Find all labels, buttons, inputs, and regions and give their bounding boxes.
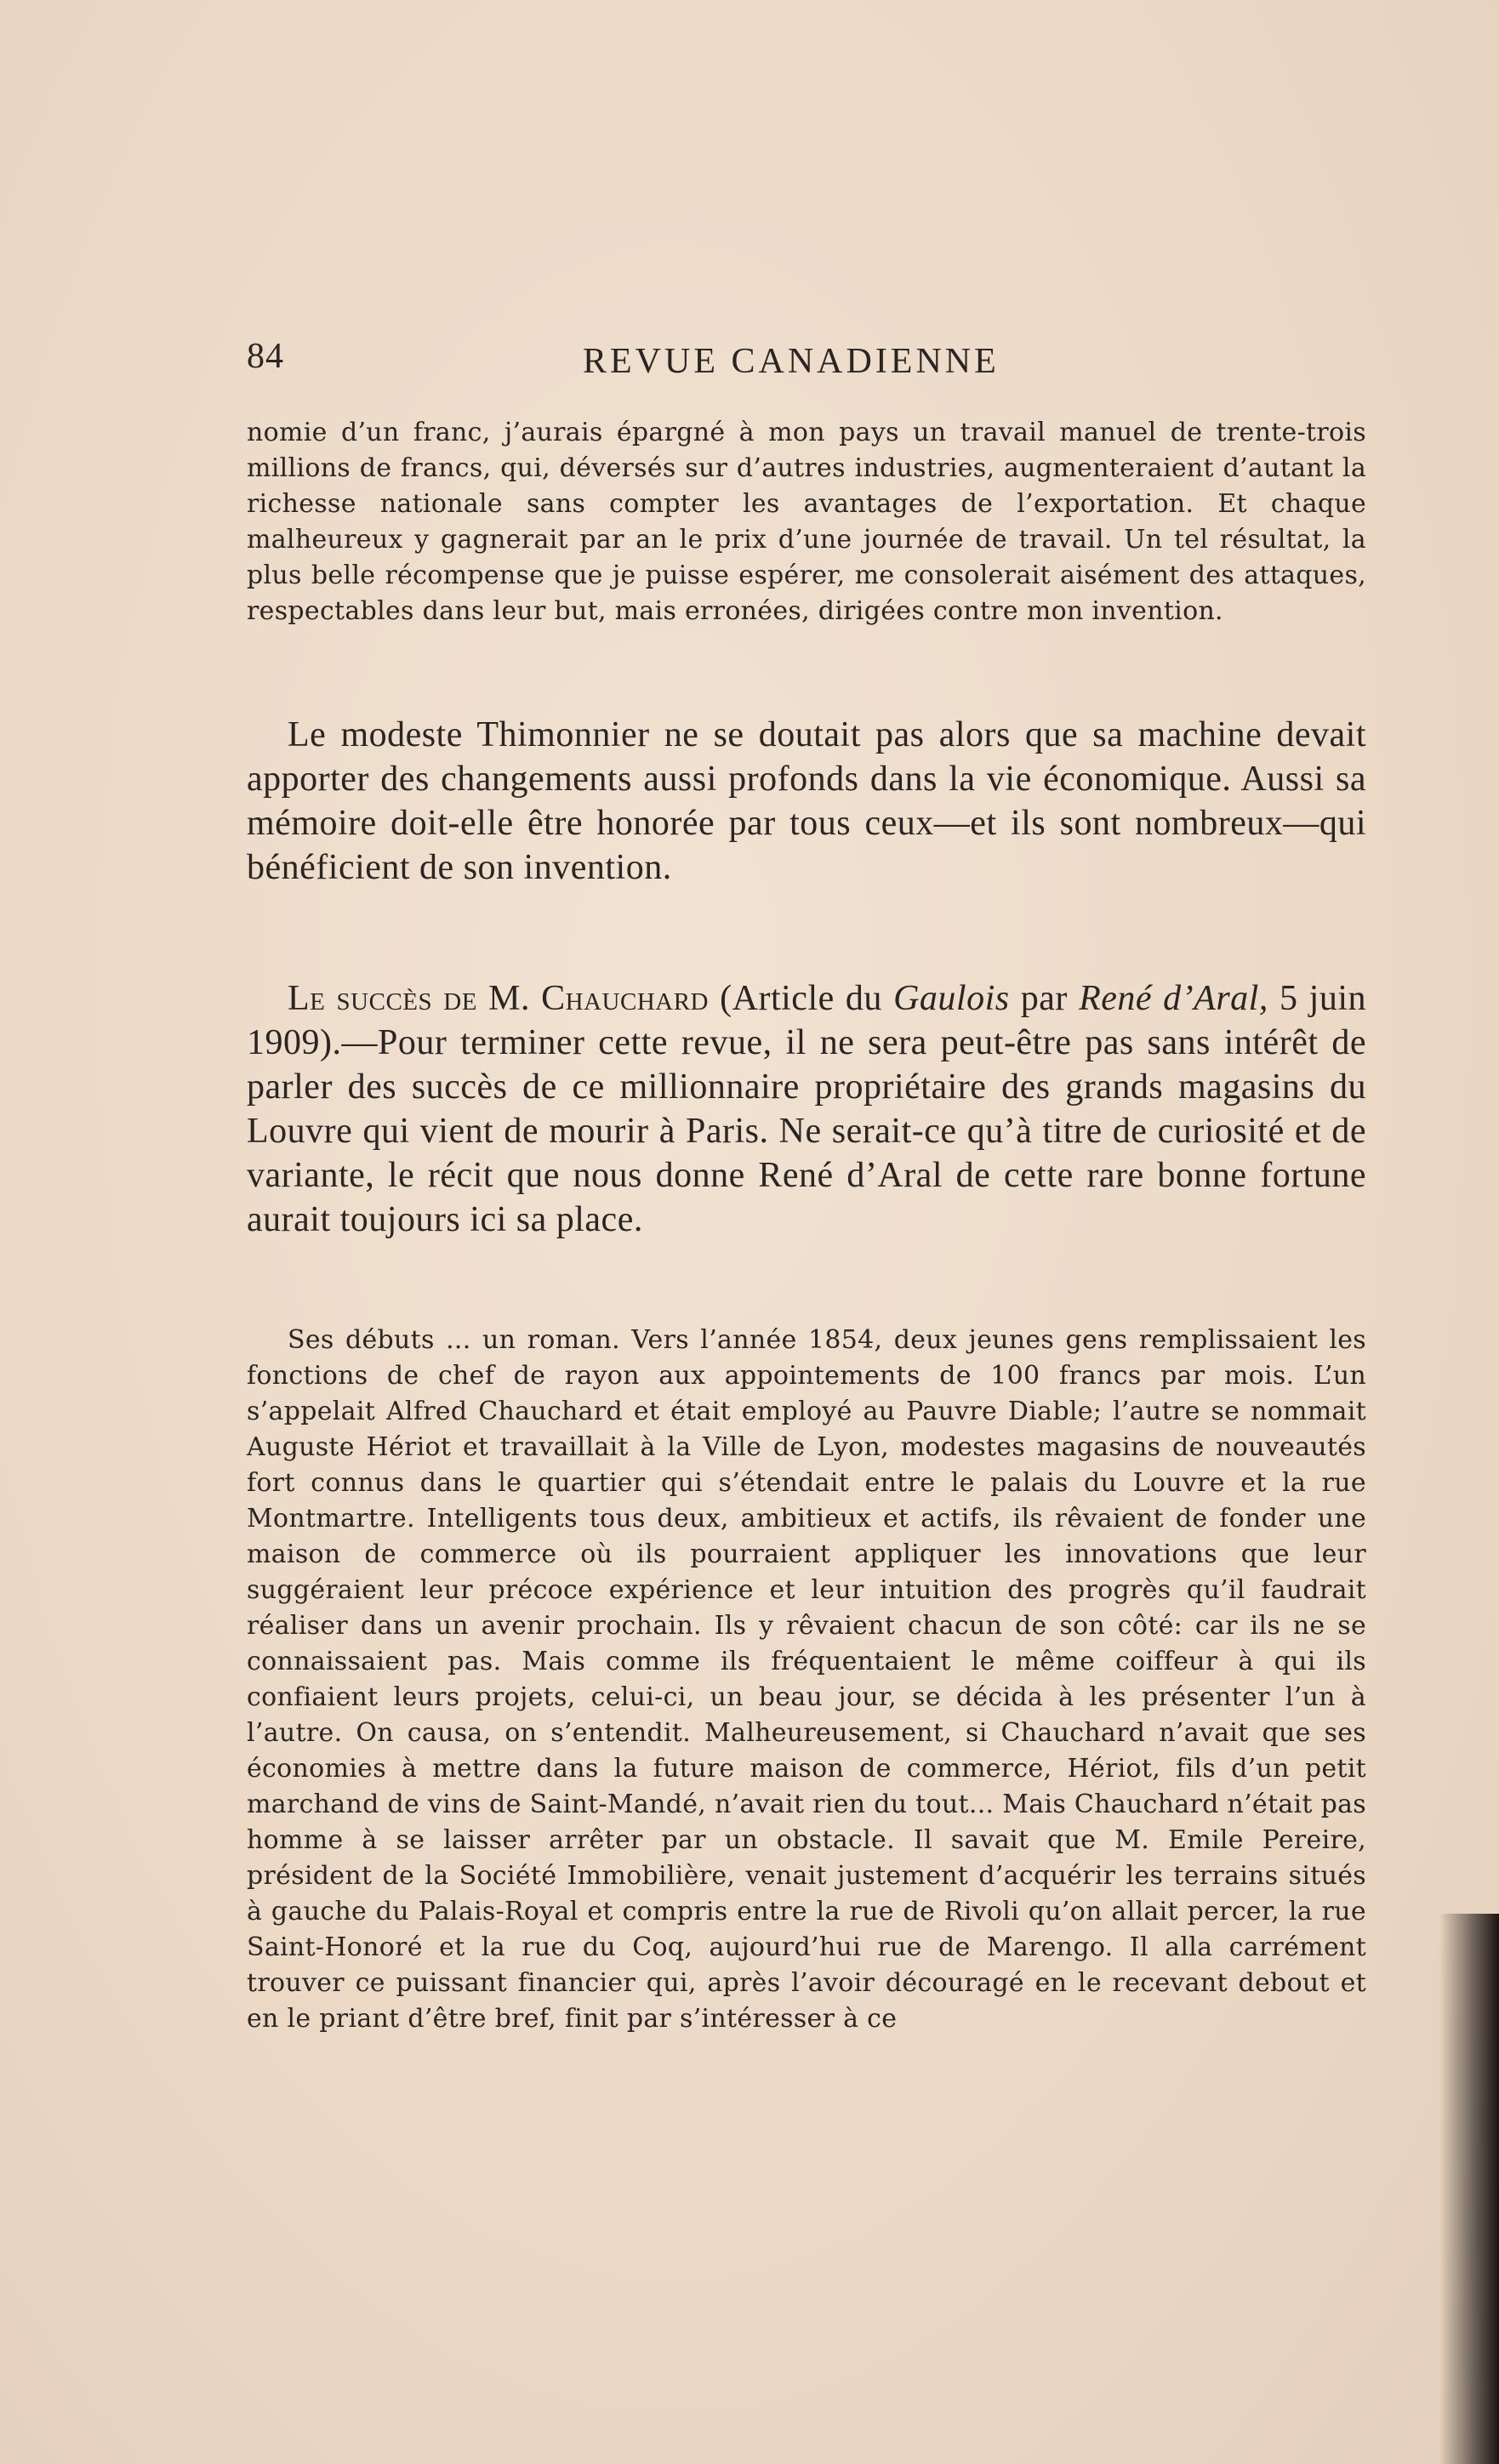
paragraph-thimonnier: Le modeste Thimonnier ne se doutait pas alors que sa machine devait apporter des changements aussi profonds dans la vie économique. Aussi sa mémoire doit-elle être honorée par tous ceux—et ils sont nombreux—qui bénéficient de son invention.	[247, 715, 1366, 887]
section-title: Le succès de M. Chauchard	[288, 979, 709, 1018]
paragraph-quote-end: nomie d’un franc, j’aurais épargné à mon pays un travail manuel de trente-trois millions de francs, qui, déversés sur d’autres industries, augmenteraient d’autant la richesse nationale sans compter les avantages de l’exportation. Et chaque malheureux y gagnerait par an le prix d’une journée de travail. Un tel résultat, la plus belle récompense que je puisse espérer, me consolerait aisément des attaques, respectables dans leur but, mais erronées, dirigées contre mon invention.	[247, 418, 1366, 626]
citation-open: (Article du	[709, 979, 894, 1018]
citation-author: René d’Aral,	[1079, 979, 1268, 1018]
citation-source: Gaulois	[893, 979, 1010, 1018]
paragraph-chauchard-intro	[247, 976, 1366, 1242]
running-title: REVUE CANADIENNE	[583, 342, 1000, 381]
page-edge-shadow	[1439, 1914, 1499, 2464]
citation-date: 5 juin 1909).	[247, 979, 1367, 1062]
paragraph-body: —Pour terminer cette revue, il ne sera peut-être pas sans intérêt de parler des succès de ce millionnaire propriétaire des grands magasins du Louvre qui vient de mourir à Paris. Ne serait-ce qu’à titre de curiosité et de variante, le récit que nous donne René d’Aral de cette rare bonne fortune aurait toujours ici sa place.	[247, 1023, 1366, 1239]
paragraph-debuts: Ses débuts ... un roman. Vers l’année 1854, deux jeunes gens remplissaient les fonctions de chef de rayon aux appointements de 100 francs par mois. L’un s’appelait Alfred Chauchard et était employé au Pauvre Diable; l’autre se nommait Auguste Hériot et travaillait à la Ville de Lyon, modestes magasins de nouveautés fort connus dans le quartier qui s’étendait entre le palais du Louvre et la rue Montmartre. Intelligents tous deux, ambitieux et actifs, ils rêvaient de fonder une maison de commerce où ils pourraient appliquer les innovations que leur suggéraient leur précoce expérience et leur intuition des progrès qu’il faudrait réaliser dans un avenir prochain. Ils y rêvaient chacun de son côté: car ils ne se connaissaient pas. Mais comme ils fréquentaient le même coiffeur à qui ils confiaient leurs projets, celui-ci, un beau jour, se décida à les présenter l’un à l’autre. On causa, on s’entendit. Malheureusement, si Chauchard n’avait que ses économies à mettre dans la future maison de commerce, Hériot, fils d’un petit marchand de vins de Saint-Mandé, n’avait rien du tout... Mais Chauchard n’était pas homme à se laisser arrêter par un obstacle. Il savait que M. Emile Pereire, président de la Société Immobilière, venait justement d’acquérir les terrains situés à gauche du Palais-Royal et compris entre la rue de Rivoli qu’on allait percer, la rue Saint-Honoré et la rue du Coq, aujourd’hui rue de Marengo. Il alla carrément trouver ce puissant financier qui, après l’avoir découragé en le recevant debout et en le priant d’être bref, finit par s’intéresser à ce	[247, 1325, 1366, 2034]
citation-by: par	[1009, 979, 1080, 1018]
page-number: 84	[247, 337, 284, 376]
page-header	[247, 336, 1038, 387]
